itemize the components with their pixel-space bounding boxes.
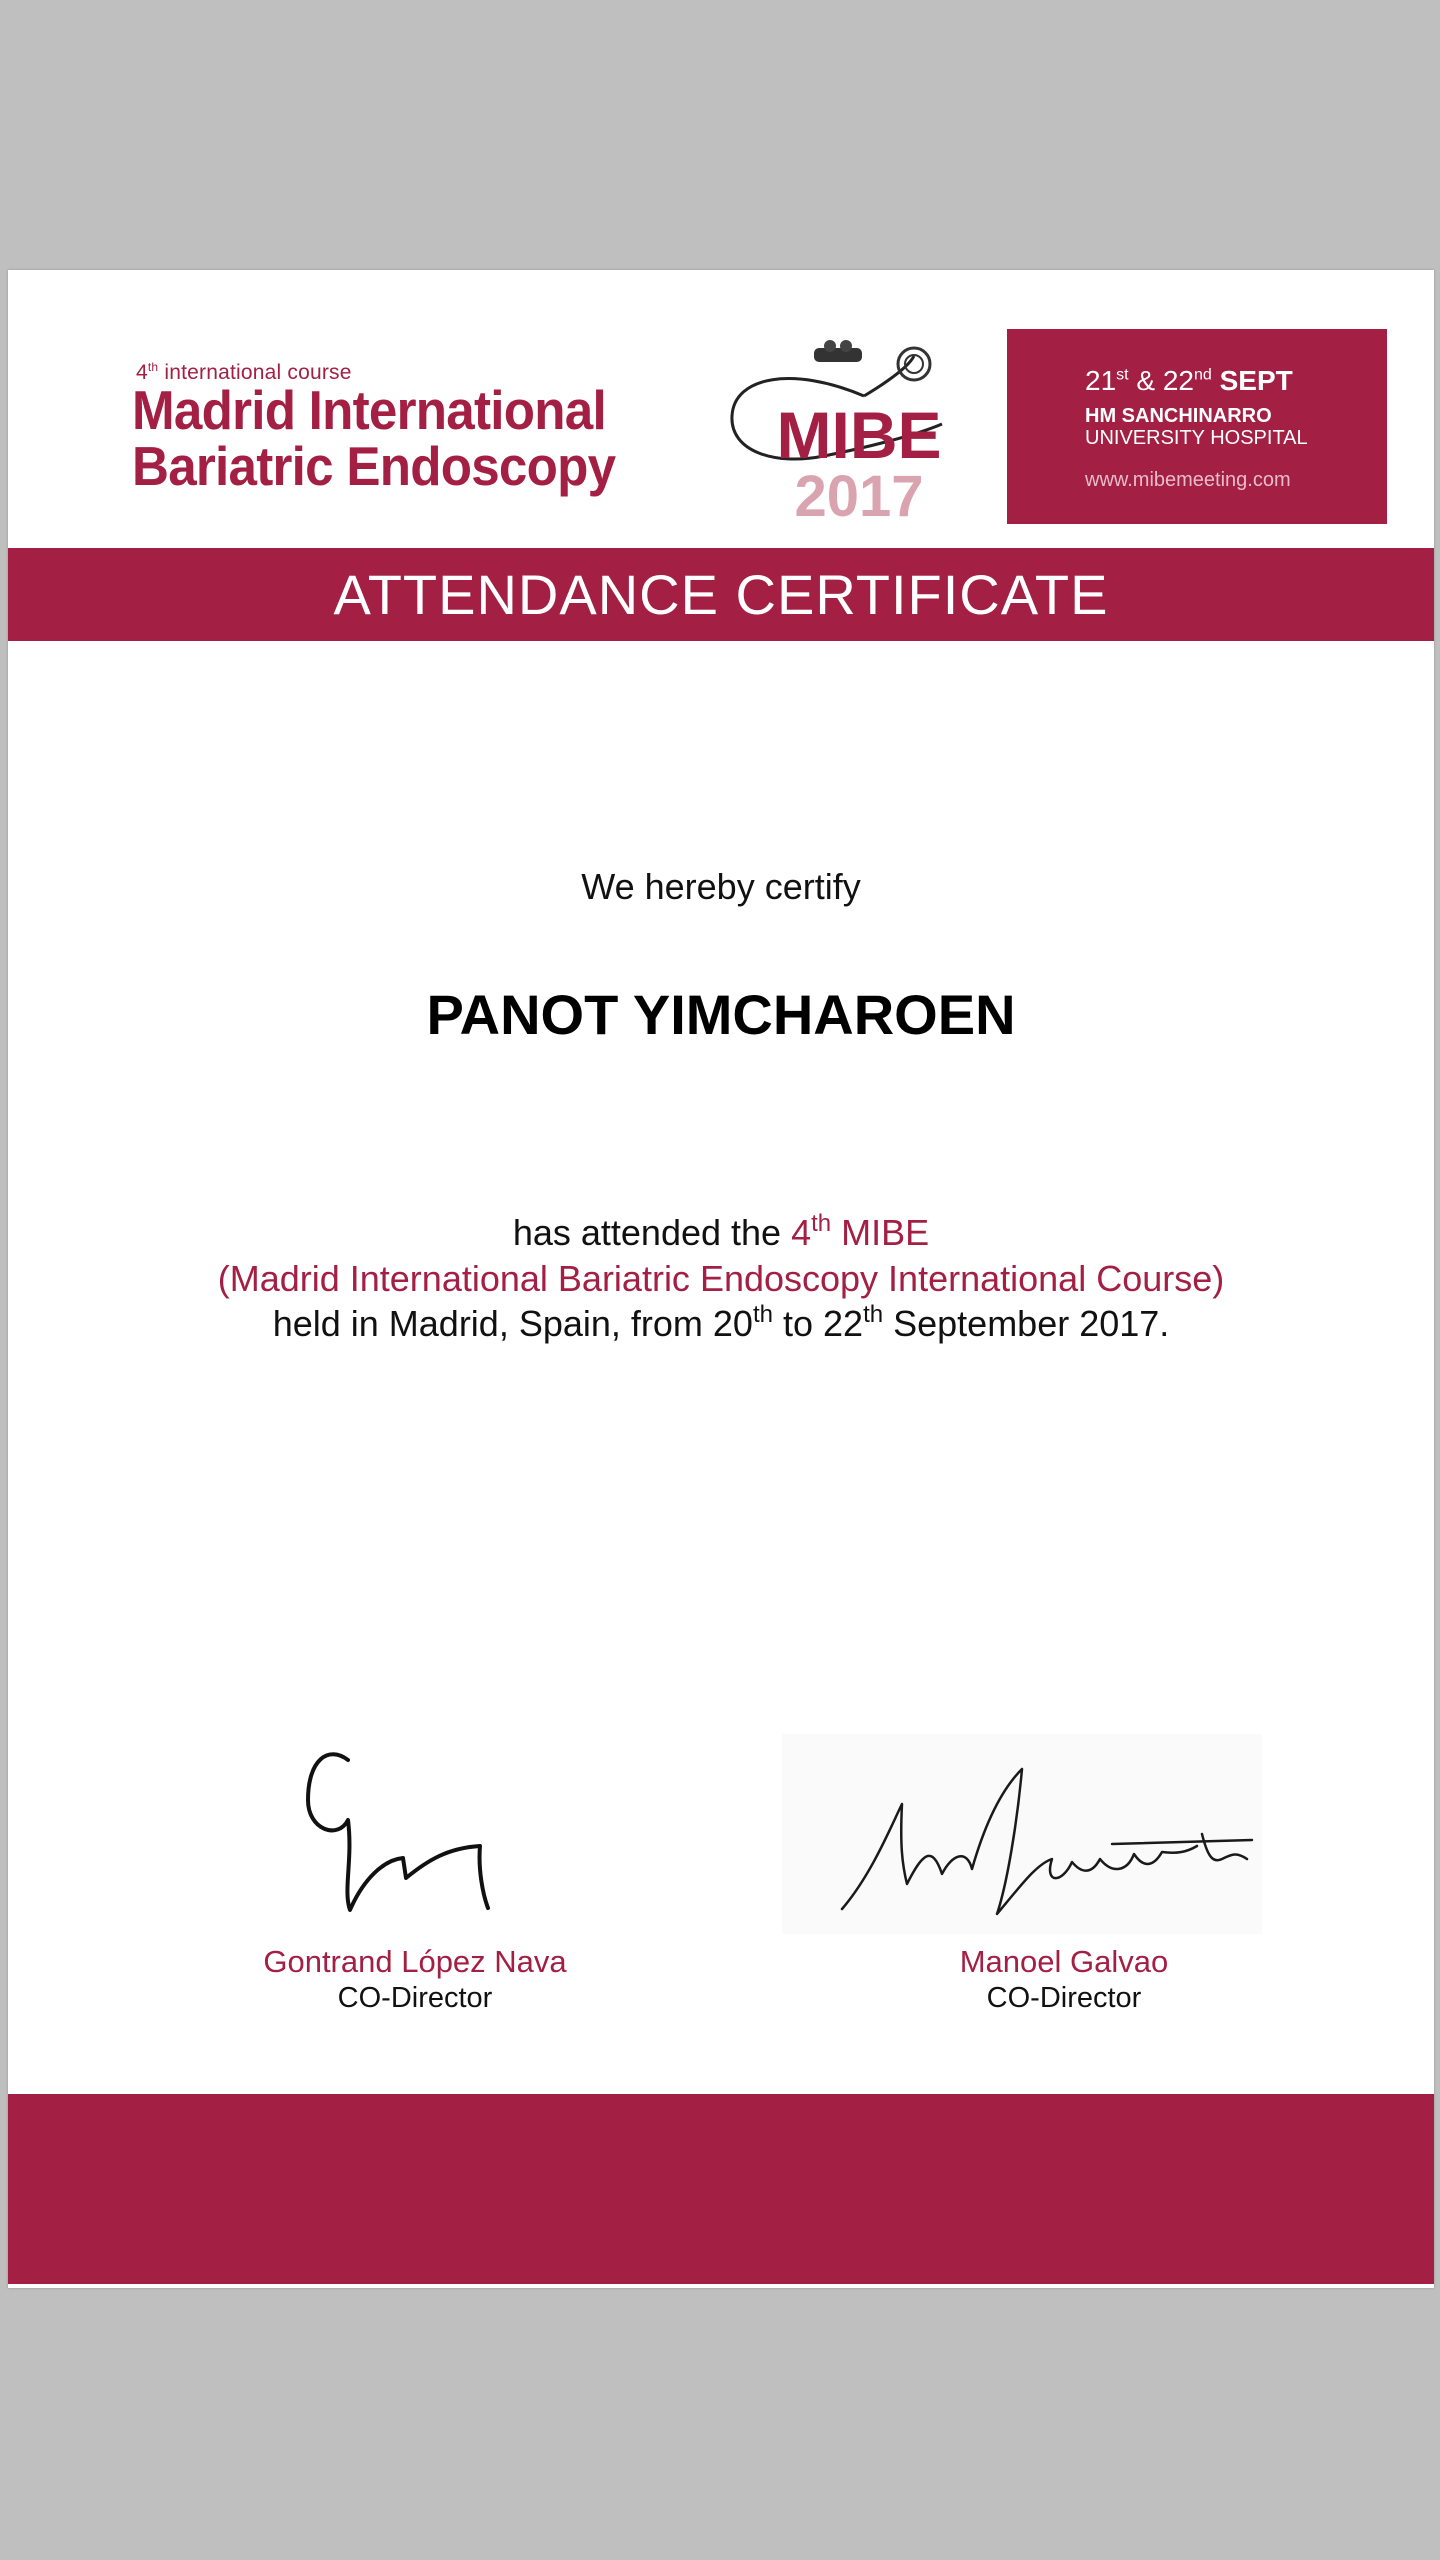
event-location-dates: held in Madrid, Spain, from 20th to 22th September 2017. [272, 1301, 1170, 1344]
course-title [132, 379, 616, 497]
attendance-line: has attended the 4th MIBE [512, 1210, 930, 1253]
logo-word: MIBE [776, 398, 942, 472]
course-title-line1: Madrid International [132, 379, 606, 441]
signatory-1-name: Gontrand López Nava [263, 1944, 567, 1979]
event-dates: 21st & 22nd SEPT [1085, 365, 1293, 396]
endoscope-icon [814, 348, 862, 362]
website-link[interactable]: www.mibemeeting.com [1085, 469, 1291, 491]
signature-1 [288, 1740, 508, 1920]
mibe-logo [714, 336, 974, 526]
venue-line1: HM SANCHINARRO [1085, 405, 1272, 427]
venue-line2: UNIVERSITY HOSPITAL [1085, 427, 1308, 449]
certificate-banner: ATTENDANCE CERTIFICATE [8, 548, 1434, 641]
course-label: 4th international course [136, 360, 352, 384]
signatory-1-role: CO-Director [337, 1982, 493, 2014]
logo-year: 2017 [794, 464, 924, 526]
event-date-box [1007, 329, 1387, 524]
certify-intro: We hereby certify [581, 866, 861, 907]
signature-2 [782, 1734, 1262, 1934]
course-title-line2: Bariatric Endoscopy [132, 435, 616, 497]
signatory-2-role: CO-Director [986, 1982, 1142, 2014]
event-full-name: (Madrid International Bariatric Endoscopy International Course) [217, 1258, 1225, 1299]
certificate-sheet [8, 270, 1434, 2288]
signatory-2-name: Manoel Galvao [959, 1944, 1169, 1979]
footer-bar [8, 2094, 1434, 2284]
recipient-name: PANOT YIMCHAROEN [426, 983, 1016, 1046]
